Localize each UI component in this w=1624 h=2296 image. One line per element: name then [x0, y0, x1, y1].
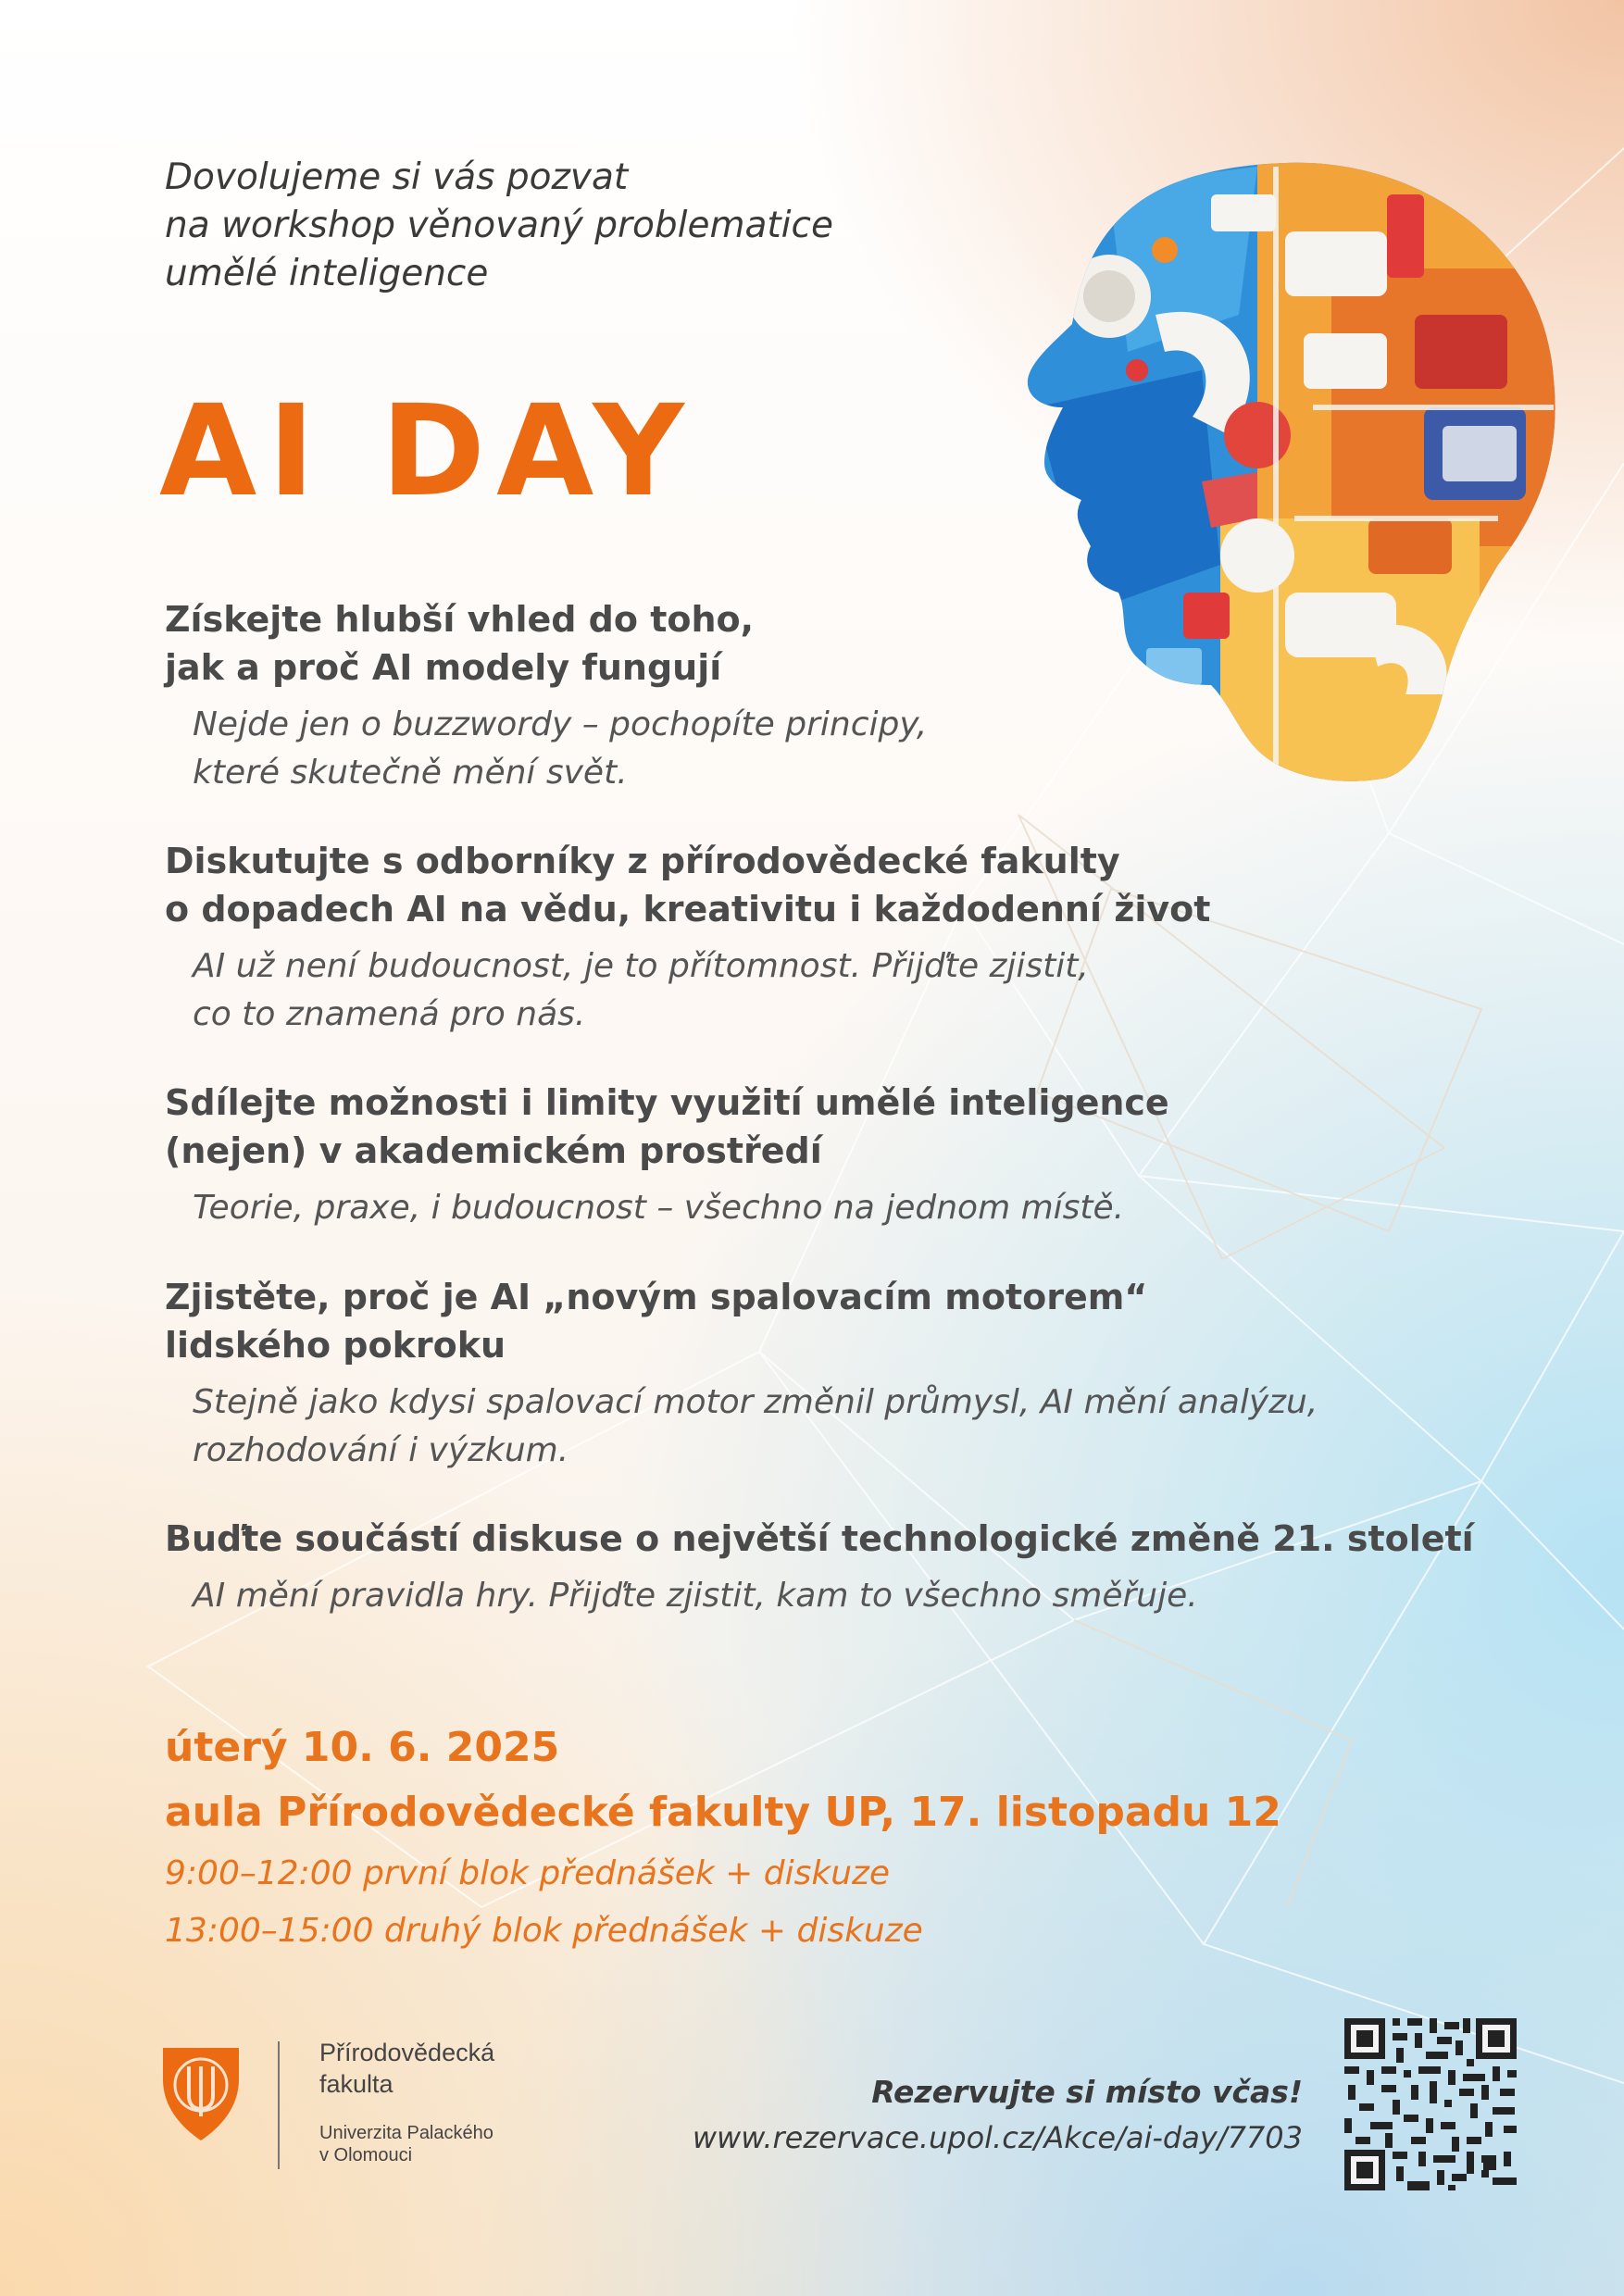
up-university-logo — [159, 2042, 243, 2144]
feature-description — [193, 1379, 1535, 1475]
feature-heading: Sdílejte možnosti i limity využití umělé inteligence — [165, 1082, 1169, 1123]
feature-block — [165, 1515, 1535, 1620]
schedule-item: 9:00–12:00 první blok přednášek + diskuze — [165, 1854, 891, 1892]
feature-description-line: Teorie, praxe, i budoucnost – všechno na jednom místě. — [193, 1189, 1125, 1227]
feature-block — [165, 1079, 1535, 1232]
invitation-line: Dovolujeme si vás pozvat — [165, 156, 629, 198]
reservation-cta: Rezervujte si místo včas! — [871, 2074, 1303, 2110]
feature-block — [165, 595, 1535, 797]
invitation-line: na workshop věnovaný problematice — [165, 205, 833, 246]
university-name-line: Univerzita Palackého — [319, 2123, 493, 2143]
feature-heading: lidského pokroku — [165, 1325, 506, 1366]
faculty-name — [319, 2037, 494, 2166]
university-name-line: v Olomouci — [319, 2145, 413, 2165]
feature-block — [165, 837, 1535, 1039]
feature-description-line: AI mění pravidla hry. Přijďte zjistit, kam to všechno směřuje. — [193, 1577, 1198, 1615]
feature-heading: Buďte součástí diskuse o největší technologické změně 21. století — [165, 1518, 1474, 1559]
event-title: AI DAY — [159, 379, 695, 525]
feature-heading: o dopadech AI na vědu, kreativitu i každodenní život — [165, 889, 1211, 930]
invitation-text — [165, 154, 998, 298]
feature-heading: Zjistěte, proč je AI „novým spalovacím motorem“ — [165, 1277, 1148, 1317]
feature-description — [193, 1572, 1535, 1620]
event-venue: aula Přírodovědecké fakulty UP, 17. listopadu 12 — [165, 1789, 1281, 1836]
feature-description-line: které skutečně mění svět. — [193, 754, 628, 792]
reservation-link[interactable]: www.rezervace.upol.cz/Akce/ai-day/7703 — [692, 2120, 1303, 2155]
feature-description-line: Nejde jen o buzzwordy – pochopíte principy, — [193, 705, 928, 743]
logo-divider — [278, 2041, 280, 2169]
reservation-info — [693, 2069, 1303, 2160]
faculty-name-line: fakulta — [319, 2070, 394, 2098]
invitation-line: umělé inteligence — [165, 253, 489, 294]
feature-description — [193, 942, 1535, 1039]
university-name — [319, 2122, 494, 2166]
feature-description — [193, 1184, 1535, 1232]
feature-heading: Získejte hlubší vhled do toho, — [165, 599, 755, 640]
feature-heading: (nejen) v akademickém prostředí — [165, 1130, 822, 1171]
faculty-name-line: Přírodovědecká — [319, 2039, 495, 2066]
feature-heading: jak a proč AI modely fungují — [165, 647, 722, 688]
event-date: úterý 10. 6. 2025 — [165, 1724, 560, 1771]
feature-description-line: rozhodování i výzkum. — [193, 1431, 569, 1469]
schedule-item: 13:00–15:00 druhý blok přednášek + diskuze — [165, 1912, 923, 1950]
feature-description-line: AI už není budoucnost, je to přítomnost. Přijďte zjistit, — [193, 947, 1089, 985]
qr-code[interactable] — [1344, 2018, 1517, 2190]
event-details — [165, 1716, 1281, 1960]
feature-description — [193, 701, 1535, 797]
feature-description-line: co to znamená pro nás. — [193, 995, 586, 1033]
feature-description-line: Stejně jako kdysi spalovací motor změnil průmysl, AI mění analýzu, — [193, 1383, 1318, 1421]
feature-heading: Diskutujte s odborníky z přírodovědecké fakulty — [165, 841, 1120, 881]
feature-block — [165, 1273, 1535, 1475]
